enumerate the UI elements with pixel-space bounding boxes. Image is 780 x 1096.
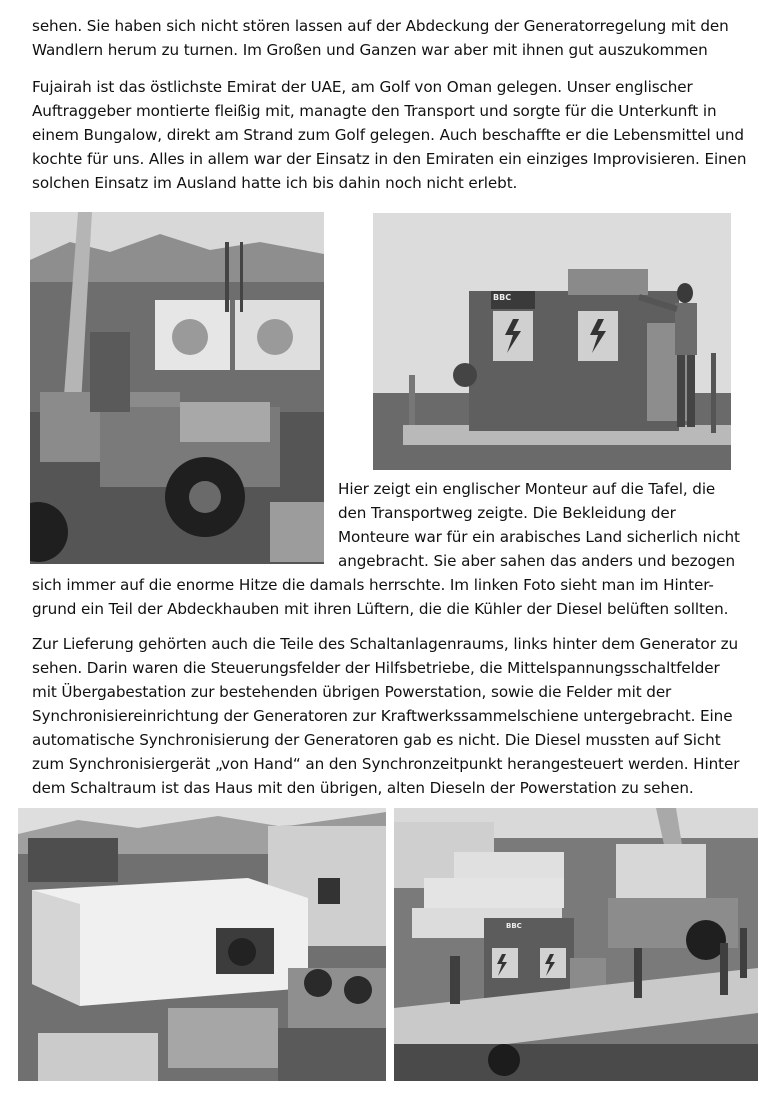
text-line: einem Bungalow, direkt am Strand zum Golf gelegen. Auch beschaffte er die Lebensmittel und: [32, 126, 744, 144]
trailer-generator-image: [394, 808, 758, 1081]
text-line: kochte für uns. Alles in allem war der Einsatz in den Emiraten ein einziges Improvisieren. Einen: [32, 150, 747, 168]
bbc-logo-badge: BBC: [493, 293, 512, 302]
text-line: sehen. Sie haben sich nicht stören lassen auf der Abdeckung der Generatorregelung mit den: [32, 17, 729, 35]
text-line: Monteure war für ein arabisches Land sicherlich nicht: [338, 528, 740, 546]
switchgear-room-image: [18, 808, 386, 1081]
text-line: mit Übergabestation zur bestehenden übrigen Powerstation, sowie die Felder mit der: [32, 683, 672, 701]
text-line: zum Synchronisiergerät „von Hand“ an den Synchronzeitpunkt herangesteuert werden. Hinter: [32, 755, 740, 773]
text-line: sich immer auf die enorme Hitze die damals herrschte. Im linken Foto sieht man im Hinter-: [32, 576, 714, 594]
text-line: Wandlern herum zu turnen. Im Großen und Ganzen war aber mit ihnen gut auszukommen: [32, 41, 708, 59]
text-line: automatische Synchronisierung der Generatoren gab es nicht. Die Diesel mussten auf Sicht: [32, 731, 721, 749]
photo-trailer-generator: [394, 808, 758, 1081]
text-line: solchen Einsatz im Ausland hatte ich bis dahin noch nicht erlebt.: [32, 174, 518, 192]
photo-crane-site: [30, 212, 324, 564]
photo-switchgear-room: [18, 808, 386, 1081]
text-line: Hier zeigt ein englischer Monteur auf die Tafel, die: [338, 480, 716, 498]
crane-site-image: [30, 212, 324, 564]
generator-worker-image: [373, 213, 731, 470]
text-line: Zur Lieferung gehörten auch die Teile des Schaltanlagenraums, links hinter dem Generator zu: [32, 635, 739, 653]
text-line: angebracht. Sie aber sahen das anders und bezogen: [338, 552, 735, 570]
text-line: sehen. Darin waren die Steuerungsfelder der Hilfsbetriebe, die Mittelspannungsschaltfelder: [32, 659, 720, 677]
text-line: grund ein Teil der Abdeckhauben mit ihren Lüftern, die die Kühler der Diesel belüften sollten.: [32, 600, 729, 618]
text-line: dem Schaltraum ist das Haus mit den übrigen, alten Dieseln der Powerstation zu sehen.: [32, 779, 694, 797]
text-line: den Transportweg zeigte. Die Bekleidung der: [338, 504, 676, 522]
photo-generator-worker: [373, 213, 731, 470]
text-line: Fujairah ist das östlichste Emirat der UAE, am Golf von Oman gelegen. Unser englischer: [32, 78, 693, 96]
bbc-logo-badge: BBC: [506, 922, 522, 930]
text-line: Synchronisiereinrichtung der Generatoren zur Kraftwerkssammelschiene untergebracht. Eine: [32, 707, 733, 725]
text-line: Auftraggeber montierte fleißig mit, managte den Transport und sorgte für die Unterkunft in: [32, 102, 717, 120]
